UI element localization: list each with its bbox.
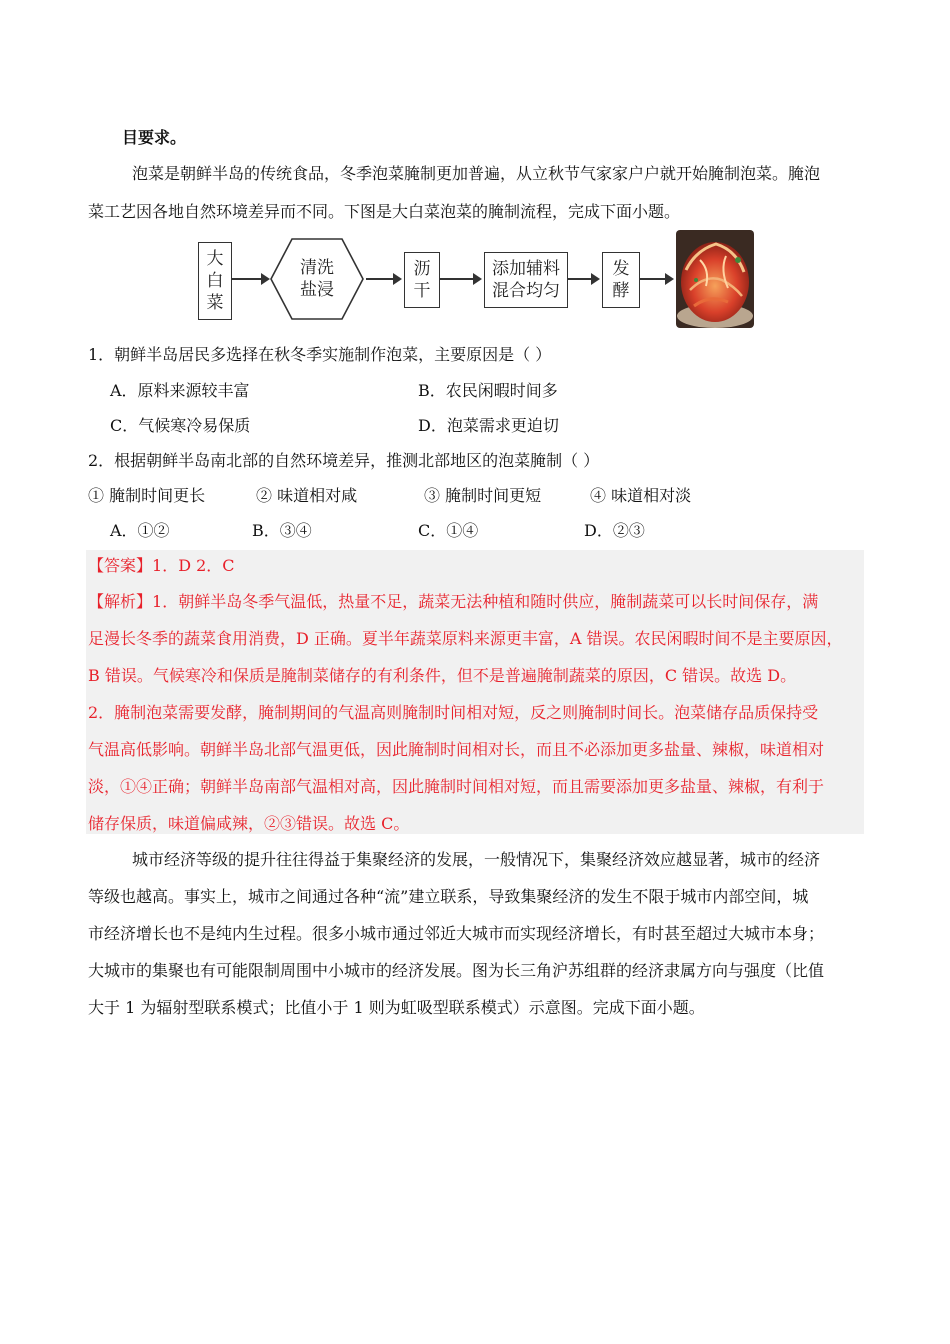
q1-option-a: A．原料来源较丰富 xyxy=(110,381,250,400)
flow-arrow-5 xyxy=(640,278,672,280)
pickling-flow-diagram xyxy=(196,232,756,328)
analysis-text-1: 1．朝鲜半岛冬季气温低，热量不足，蔬菜无法种植和随时供应，腌制蔬菜可以长时间保存，满 xyxy=(152,592,819,611)
q2-item-3: ③ 腌制时间更短 xyxy=(424,486,542,505)
flow-step-cabbage-char-3: 菜 xyxy=(206,293,224,313)
answer-text: 1．D 2．C xyxy=(152,556,235,575)
flow-step-ferment-char-2: 酵 xyxy=(612,281,630,301)
passage2-line-4: 大城市的集聚也有可能限制周围中小城市的经济发展。图为长三角沪苏组群的经济隶属方向与强度（比值 xyxy=(88,961,825,980)
passage1-line-2: 菜工艺因各地自然环境差异而不同。下图是大白菜泡菜的腌制流程，完成下面小题。 xyxy=(88,202,681,221)
flow-step-wash-line-2: 盐浸 xyxy=(300,280,334,300)
flow-step-wash-line-1: 清洗 xyxy=(300,258,334,278)
flow-step-cabbage-char-1: 大 xyxy=(206,249,224,269)
passage2-line-3: 市经济增长也不是纯内生过程。很多小城市通过邻近大城市而实现经济增长，有时甚至超过大城市本身； xyxy=(88,924,825,943)
flow-step-drain-char-2: 干 xyxy=(413,281,431,301)
q2-item-4: ④ 味道相对淡 xyxy=(590,486,692,505)
kimchi-photo xyxy=(676,230,754,328)
passage2-line-5: 大于 1 为辐射型联系模式；比值小于 1 则为虹吸型联系模式）示意图。完成下面小题。 xyxy=(88,998,705,1017)
q1-stem: 1．朝鲜半岛居民多选择在秋冬季实施制作泡菜，主要原因是（ ） xyxy=(88,345,552,364)
flow-step-drain xyxy=(404,252,440,308)
flow-arrow-4 xyxy=(568,278,598,280)
q1-option-d: D．泡菜需求更迫切 xyxy=(418,416,559,435)
analysis-line-7: 储存保质，味道偏咸辣，②③错误。故选 C。 xyxy=(88,814,410,833)
q1-option-c: C．气候寒冷易保质 xyxy=(110,416,251,435)
q2-item-1: ① 腌制时间更长 xyxy=(88,486,206,505)
flow-arrow-2 xyxy=(366,278,400,280)
analysis-tag: 【解析】 xyxy=(88,592,153,611)
flow-step-mix-line-2: 混合均匀 xyxy=(492,281,560,301)
section-heading: 目要求。 xyxy=(122,128,187,147)
q2-stem: 2．根据朝鲜半岛南北部的自然环境差异，推测北部地区的泡菜腌制（ ） xyxy=(88,451,600,470)
analysis-line-6: 淡，①④正确；朝鲜半岛南部气温相对高，因此腌制时间相对短，而且需要添加更多盐量、辣椒，有利于 xyxy=(88,777,825,796)
flow-step-ferment-char-1: 发 xyxy=(612,259,630,279)
answer-line xyxy=(88,556,235,576)
analysis-line-4: 2．腌制泡菜需要发酵，腌制期间的气温高则腌制时间相对短，反之则腌制时间长。泡菜储存品质保持受 xyxy=(88,703,819,722)
q2-option-a: A．①② xyxy=(110,521,170,540)
q1-option-b: B．农民闲暇时间多 xyxy=(418,381,558,400)
passage2-line-1: 城市经济等级的提升往往得益于集聚经济的发展，一般情况下，集聚经济效应越显著，城市的经济 xyxy=(132,850,821,869)
q2-option-c: C．①④ xyxy=(418,521,479,540)
flow-arrow-3 xyxy=(440,278,480,280)
flow-step-cabbage-char-2: 白 xyxy=(206,271,224,291)
passage1-line-1: 泡菜是朝鲜半岛的传统食品，冬季泡菜腌制更加普遍，从立秋节气家家户户就开始腌制泡菜。腌泡 xyxy=(132,164,821,183)
passage2-line-2: 等级也越高。事实上，城市之间通过各种“流”建立联系，导致集聚经济的发生不限于城市内部空间，城 xyxy=(88,887,809,906)
flow-step-cabbage xyxy=(198,242,232,320)
analysis-line-2: 足漫长冬季的蔬菜食用消费，D 正确。夏半年蔬菜原料来源更丰富，A 错误。农民闲暇时间不是主要原因， xyxy=(88,629,843,648)
analysis-line-5: 气温高低影响。朝鲜半岛北部气温更低，因此腌制时间相对长，而且不必添加更多盐量、辣椒，味道相对 xyxy=(88,740,825,759)
analysis-line-3: B 错误。气候寒冷和保质是腌制菜储存的有利条件，但不是普遍腌制蔬菜的原因，C 错误。故选 D。 xyxy=(88,666,797,685)
flow-step-ferment xyxy=(602,252,640,308)
q2-option-d: D．②③ xyxy=(584,521,645,540)
flow-step-mix xyxy=(484,252,568,308)
answer-tag: 【答案】 xyxy=(88,556,153,575)
flow-arrow-1 xyxy=(232,278,268,280)
flow-step-drain-char-1: 沥 xyxy=(413,259,431,279)
q2-option-b: B．③④ xyxy=(252,521,312,540)
flow-step-mix-line-1: 添加辅料 xyxy=(492,259,560,279)
flow-step-wash xyxy=(270,238,364,320)
analysis-line-1 xyxy=(88,592,818,612)
q2-item-2: ② 味道相对咸 xyxy=(256,486,358,505)
